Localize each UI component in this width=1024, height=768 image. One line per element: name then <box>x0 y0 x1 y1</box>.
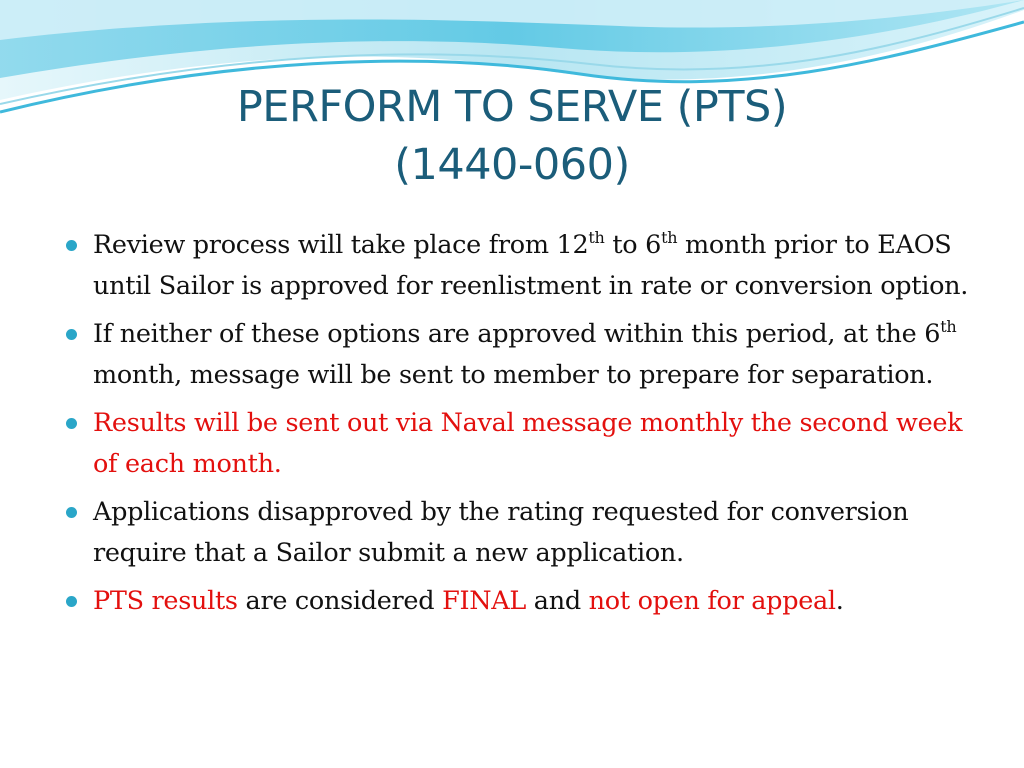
bullet-item-review-process <box>93 225 973 307</box>
bullet-1-text-b: to 6 <box>604 230 662 260</box>
bullet-item-results-sent <box>93 403 973 485</box>
bullet-dot-icon <box>66 329 77 340</box>
bullet-2-text-a: If neither of these options are approved within this period, at the 6 <box>93 319 941 349</box>
bullet-4-text: Applications disapproved by the rating requested for conversion require that a Sailor submit a new application. <box>93 497 909 568</box>
slide-title <box>0 78 1024 194</box>
bullet-5-not-open-for-appeal: not open for appeal <box>588 586 836 616</box>
bullet-1-text-a: Review process will take place from 12 <box>93 230 589 260</box>
bullet-dot-icon <box>66 240 77 251</box>
bullet-dot-icon <box>66 596 77 607</box>
title-line-1: PERFORM TO SERVE (PTS) <box>236 82 788 132</box>
title-line-2: (1440-060) <box>394 140 630 190</box>
bullet-list <box>93 225 973 629</box>
bullet-1-superscript-1: th <box>588 228 605 247</box>
bullet-1-text-c: month prior to EAOS until Sailor is approved for reenlistment in rate or conversion option. <box>93 230 969 301</box>
bullet-5-final: FINAL <box>442 586 526 616</box>
bullet-2-text-b: month, message will be sent to member to prepare for separation. <box>93 360 934 390</box>
bullet-dot-icon <box>66 418 77 429</box>
bullet-dot-icon <box>66 507 77 518</box>
bullet-1-superscript-2: th <box>661 228 678 247</box>
bullet-item-neither-approved <box>93 314 973 396</box>
bullet-2-superscript: th <box>940 317 957 336</box>
bullet-5-pts-results: PTS results <box>93 586 238 616</box>
bullet-item-pts-final <box>93 581 973 622</box>
bullet-3-text: Results will be sent out via Naval message monthly the second week of each month. <box>93 408 963 479</box>
bullet-5-period: . <box>835 586 844 616</box>
bullet-5-text-2: and <box>526 586 589 616</box>
bullet-item-applications-disapproved <box>93 492 973 574</box>
bullet-5-text-1: are considered <box>237 586 443 616</box>
